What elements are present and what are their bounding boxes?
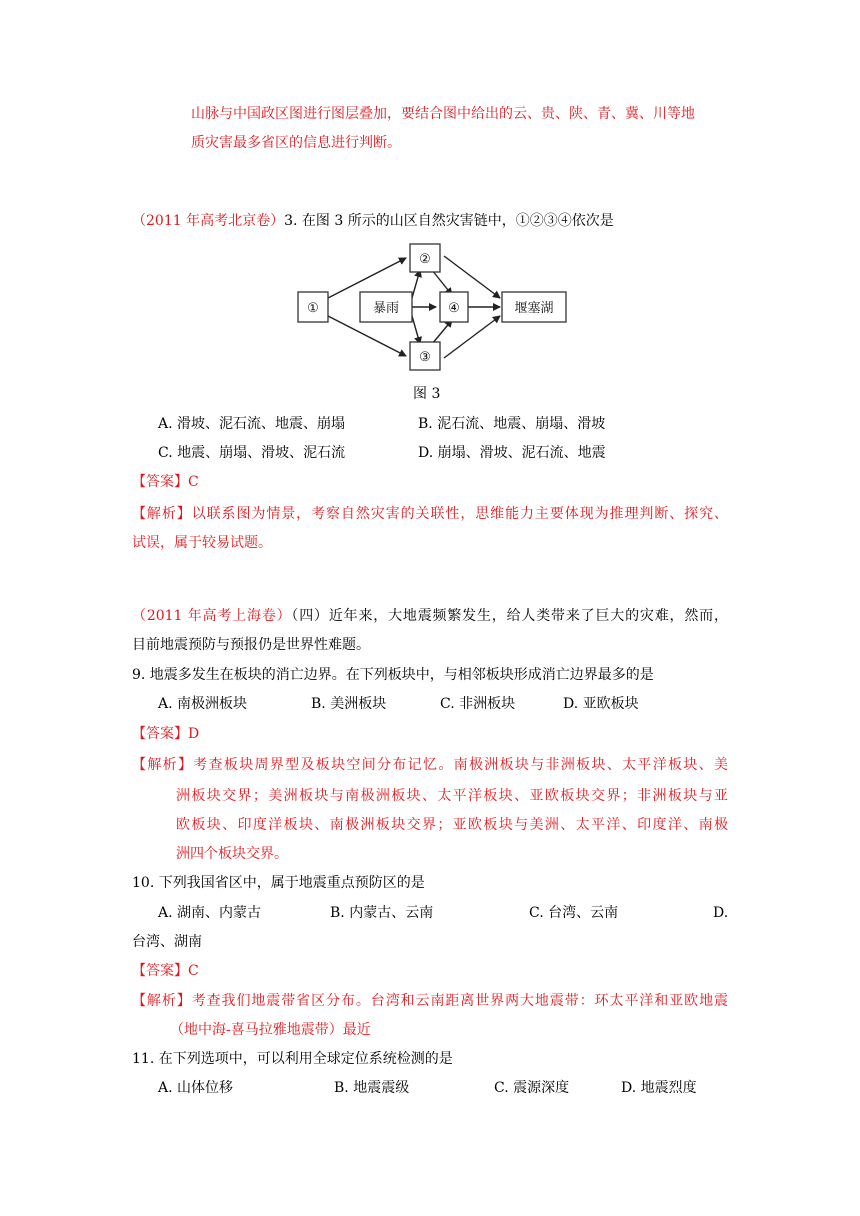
- q11-option-a: A. 山体位移: [158, 1080, 234, 1096]
- q9-stem: 9. 地震多发生在板块的消亡边界。在下列板块中，与相邻板块形成消亡边界最多的是: [132, 667, 654, 683]
- q3-header: [132, 211, 614, 231]
- intro-line-1: 山脉与中国政区图进行图层叠加，要结合图中给出的云、贵、陕、青、冀、川等地: [191, 106, 695, 122]
- shanghai-intro-line-2: 目前地震预防与预报仍是世界性难题。: [132, 637, 370, 653]
- node-4-label: ④: [448, 301, 460, 316]
- disaster-chain-svg: [294, 240, 570, 376]
- q11-option-d: D. 地震烈度: [621, 1080, 697, 1096]
- q10-option-c: C. 台湾、云南: [529, 905, 619, 921]
- q3-option-a: A. 滑坡、泥石流、地震、崩塌: [158, 416, 346, 432]
- node-storm-label: 暴雨: [372, 301, 400, 316]
- disaster-chain-diagram: [294, 240, 570, 376]
- arrow-2-to-4: [432, 270, 452, 295]
- q10-analysis-line-1: 【解析】考查我们地震带省区分布。台湾和云南距离世界两大地震带：环太平洋和亚欧地震: [132, 993, 728, 1009]
- q9-option-c: C. 非洲板块: [440, 696, 516, 712]
- node-2-label: ②: [419, 252, 431, 267]
- q3-source: （2011 年高考北京卷）: [132, 213, 285, 229]
- arrow-3-to-4: [432, 320, 452, 344]
- q9-analysis-line-2: 洲板块交界；美洲板块与南极洲板块、太平洋板块、亚欧板块交界；非洲板块与亚: [176, 788, 728, 804]
- node-lake-label: 堰塞湖: [514, 301, 554, 316]
- q3-analysis-text: 以联系图为情景，考察自然灾害的关联性，思维能力主要体现为推理判断、探究、: [191, 506, 729, 522]
- q9-answer: 【答案】D: [132, 726, 200, 742]
- q3-option-d: D. 崩塌、滑坡、泥石流、地震: [418, 445, 606, 461]
- q10-option-d-label: D.: [713, 905, 729, 921]
- node-3-label: ③: [419, 350, 431, 365]
- arrow-storm-to-3: [412, 316, 420, 344]
- figure-caption: 图 3: [413, 386, 441, 402]
- q3-option-c: C. 地震、崩塌、滑坡、泥石流: [158, 445, 346, 461]
- q11-option-b: B. 地震震级: [334, 1080, 410, 1096]
- q10-option-d-text: 台湾、湖南: [132, 934, 202, 950]
- q10-stem: 10. 下列我国省区中，属于地震重点预防区的是: [132, 875, 425, 891]
- q10-option-a: A. 湖南、内蒙古: [158, 905, 262, 921]
- q10-option-b: B. 内蒙古、云南: [330, 905, 434, 921]
- shanghai-source: （2011 年高考上海卷）: [132, 608, 292, 624]
- intro-line-2: 质灾害最多省区的信息进行判断。: [191, 135, 401, 151]
- shanghai-intro-text: （四）近年来，大地震频繁发生，给人类带来了巨大的灾难，然而，: [291, 608, 728, 624]
- q3-answer: 【答案】C: [132, 474, 199, 490]
- q9-analysis-line-3: 欧板块、印度洋板块、南极洲板块交界；亚欧板块与美洲、太平洋、印度洋、南极: [176, 817, 728, 833]
- q9-option-d: D. 亚欧板块: [563, 696, 639, 712]
- q11-stem: 11. 在下列选项中，可以利用全球定位系统检测的是: [132, 1051, 453, 1067]
- q3-analysis-line-2: 试误，属于较易试题。: [132, 535, 272, 551]
- arrow-storm-to-2: [412, 270, 420, 298]
- q9-option-a: A. 南极洲板块: [158, 696, 248, 712]
- shanghai-intro-line-1: [132, 606, 728, 626]
- q9-analysis-line-1: 【解析】考查板块周界型及板块空间分布记忆。南极洲板块与非洲板块、太平洋板块、美: [132, 757, 728, 773]
- q3-analysis-label: 【解析】: [132, 506, 192, 522]
- q3-analysis-line-1: [132, 504, 728, 524]
- q11-option-c: C. 震源深度: [494, 1080, 570, 1096]
- q9-option-b: B. 美洲板块: [311, 696, 387, 712]
- q3-stem: 3. 在图 3 所示的山区自然灾害链中，①②③④依次是: [284, 213, 614, 229]
- q9-analysis-line-4: 洲四个板块交界。: [176, 846, 288, 862]
- node-1-label: ①: [307, 301, 319, 316]
- q10-analysis-line-2: （地中海-喜马拉雅地震带）最近: [170, 1022, 371, 1038]
- q3-option-b: B. 泥石流、地震、崩塌、滑坡: [418, 416, 606, 432]
- q10-answer: 【答案】C: [132, 963, 199, 979]
